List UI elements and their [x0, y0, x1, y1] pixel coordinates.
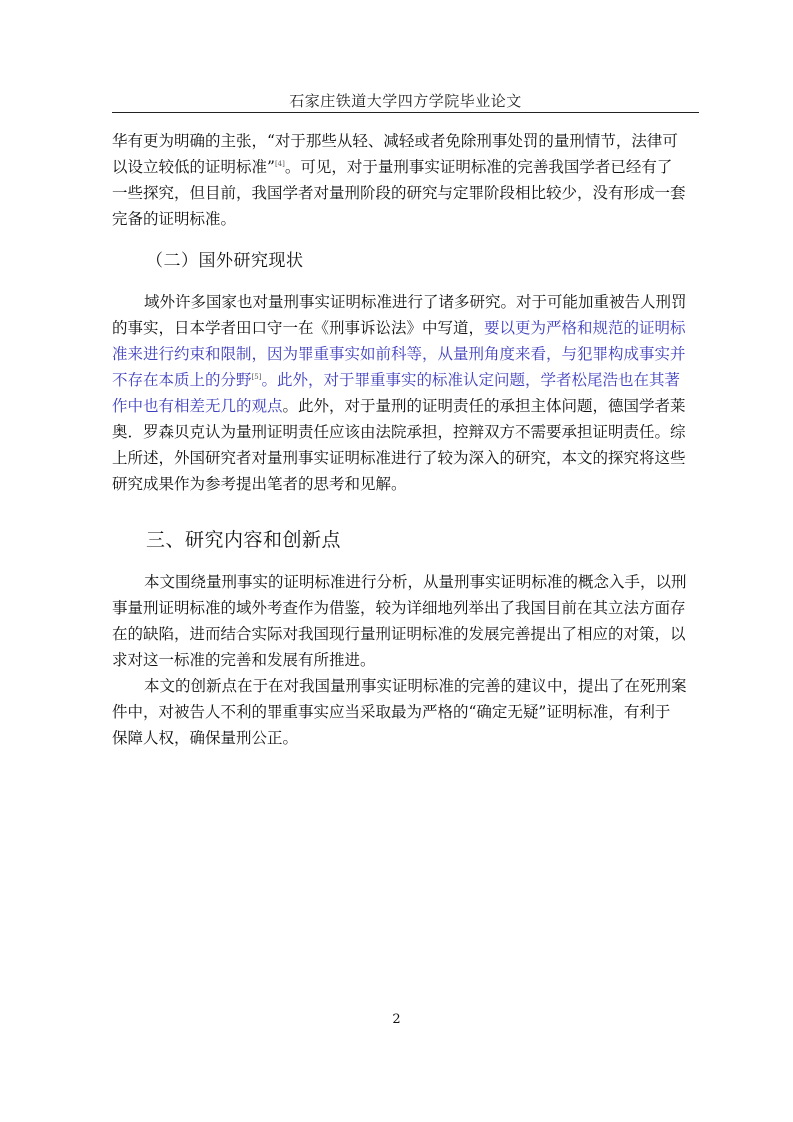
paragraph-foreign-research — [112, 289, 699, 497]
text-line: 域外许多国家也对量刑事实证明标准进行了诸多研究。对于可能加重被告人刑罚 — [144, 293, 687, 311]
highlighted-text: 要以更为严格和规范的证明标 — [484, 319, 686, 337]
paragraph-innovation — [112, 673, 699, 751]
text-line: 事量刑证明标准的域外考查作为借鉴，较为详细地列举出了我国目前在其立法方面存 — [112, 599, 686, 617]
text-fragment: 以设立较低的证明标准” — [112, 158, 275, 176]
text-line: 件中，对被告人不利的罪重事实应当采取最为严格的“确定无疑”证明标准，有利于 — [112, 703, 671, 721]
text-line: 完备的证明标准。 — [112, 210, 237, 228]
text-line — [112, 393, 699, 419]
section-heading-content-innovation: 三、研究内容和创新点 — [146, 529, 342, 551]
citation-ref[interactable]: [4] — [274, 159, 285, 168]
text-fragment: 不存在本质上的分野 — [112, 371, 252, 389]
paragraph-domestic-research-end — [112, 128, 699, 232]
text-fragment: 。此外，对于罪重事实的标准认定问题，学者松尾浩也在其著 — [261, 371, 680, 389]
text-line: 研究成果作为参考提出笔者的思考和见解。 — [112, 475, 407, 493]
text-line: 本文的创新点在于在对我国量刑事实证明标准的完善的建议中，提出了在死刑案 — [144, 677, 687, 695]
highlighted-text-line — [112, 367, 699, 393]
highlighted-text-line: 准来进行约束和限制，因为罪重事实如前科等，从量刑角度来看，与犯罪构成事实并 — [112, 345, 686, 363]
citation-ref[interactable]: [5] — [251, 372, 262, 381]
text-line: 本文围绕量刑事实的证明标准进行分析，从量刑事实证明标准的概念入手，以刑 — [144, 573, 687, 591]
text-line: 上所述，外国研究者对量刑事实证明标准进行了较为深入的研究，本文的探究将这些 — [112, 449, 686, 467]
section-heading-foreign-research: （二）国外研究现状 — [146, 251, 304, 271]
header-divider — [112, 112, 699, 113]
text-line: 奥．罗森贝克认为量刑证明责任应该由法院承担，控辩双方不需要承担证明责任。综 — [112, 423, 686, 441]
paragraph-research-content — [112, 569, 699, 673]
highlighted-text: 作中也有相差无几的观点 — [112, 397, 283, 415]
text-line — [112, 154, 699, 180]
text-fragment: 。此外，对于量刑的证明责任的承担主体问题，德国学者莱 — [282, 397, 686, 415]
text-fragment: 的事实，日本学者田口守一在《刑事诉讼法》中写道， — [112, 319, 485, 337]
text-line: 在的缺陷，进而结合实际对我国现行量刑证明标准的发展完善提出了相应的对策，以 — [112, 625, 686, 643]
page-header-title: 石家庄铁道大学四方学院毕业论文 — [289, 92, 522, 110]
text-line — [112, 315, 699, 341]
page-number: 2 — [392, 1012, 401, 1027]
text-fragment: 。可见，对于量刑事实证明标准的完善我国学者已经有了 — [284, 158, 673, 176]
text-line: 华有更为明确的主张，“对于那些从轻、减轻或者免除刑事处罚的量刑情节，法律可 — [112, 132, 678, 150]
text-line: 一些探究，但目前，我国学者对量刑阶段的研究与定罪阶段相比较少，没有形成一套 — [112, 184, 686, 202]
text-line: 求对这一标准的完善和发展有所推进。 — [112, 651, 376, 669]
text-line: 保障人权，确保量刑公正。 — [112, 729, 299, 747]
